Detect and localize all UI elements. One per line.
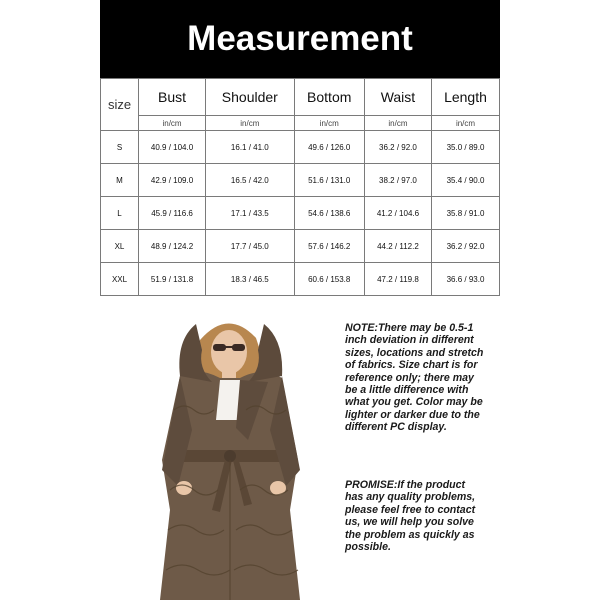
title-banner xyxy=(100,0,500,78)
table-cell: 35.8 / 91.0 xyxy=(432,197,500,230)
table-cell: 49.6 / 126.0 xyxy=(294,131,364,164)
table-cell: 48.9 / 124.2 xyxy=(139,230,206,263)
table-cell: 51.6 / 131.0 xyxy=(294,164,364,197)
table-cell: 35.4 / 90.0 xyxy=(432,164,500,197)
column-header-waist: Waist xyxy=(364,79,431,116)
size-cell: S xyxy=(101,131,139,164)
column-header-length: Length xyxy=(432,79,500,116)
table-cell: 57.6 / 146.2 xyxy=(294,230,364,263)
size-cell: XXL xyxy=(101,263,139,296)
column-header-bust: Bust xyxy=(139,79,206,116)
unit-cell: in/cm xyxy=(294,116,364,131)
table-cell: 36.2 / 92.0 xyxy=(432,230,500,263)
table-row xyxy=(101,197,500,230)
size-chart-table xyxy=(100,78,500,296)
table-row xyxy=(101,263,500,296)
column-header-bottom: Bottom xyxy=(294,79,364,116)
table-cell: 18.3 / 46.5 xyxy=(206,263,294,296)
unit-cell: in/cm xyxy=(364,116,431,131)
size-column-header: size xyxy=(101,79,139,131)
page-title: Measurement xyxy=(187,19,413,58)
promise-note: PROMISE:If the product has any quality problems, please feel free to contact us, we will help you solve the problem as quickly as possible. xyxy=(345,479,476,554)
table-cell: 17.1 / 43.5 xyxy=(206,197,294,230)
table-row xyxy=(101,131,500,164)
table-cell: 16.1 / 41.0 xyxy=(206,131,294,164)
table-cell: 36.2 / 92.0 xyxy=(364,131,431,164)
size-cell: L xyxy=(101,197,139,230)
model-wearing-quilted-coat-photo xyxy=(140,310,315,600)
table-cell: 40.9 / 104.0 xyxy=(139,131,206,164)
table-row xyxy=(101,230,500,263)
coat-illustration-icon xyxy=(140,310,315,600)
table-cell: 42.9 / 109.0 xyxy=(139,164,206,197)
table-cell: 60.6 / 153.8 xyxy=(294,263,364,296)
table-cell: 44.2 / 112.2 xyxy=(364,230,431,263)
table-cell: 47.2 / 119.8 xyxy=(364,263,431,296)
table-cell: 41.2 / 104.6 xyxy=(364,197,431,230)
table-header-row xyxy=(101,79,500,116)
table-cell: 16.5 / 42.0 xyxy=(206,164,294,197)
table-cell: 17.7 / 45.0 xyxy=(206,230,294,263)
column-header-shoulder: Shoulder xyxy=(206,79,294,116)
table-cell: 36.6 / 93.0 xyxy=(432,263,500,296)
table-cell: 51.9 / 131.8 xyxy=(139,263,206,296)
table-cell: 35.0 / 89.0 xyxy=(432,131,500,164)
table-cell: 38.2 / 97.0 xyxy=(364,164,431,197)
size-cell: M xyxy=(101,164,139,197)
unit-cell: in/cm xyxy=(139,116,206,131)
table-row xyxy=(101,164,500,197)
unit-cell: in/cm xyxy=(206,116,294,131)
unit-cell: in/cm xyxy=(432,116,500,131)
table-cell: 45.9 / 116.6 xyxy=(139,197,206,230)
table-cell: 54.6 / 138.6 xyxy=(294,197,364,230)
sizing-note: NOTE:There may be 0.5-1 inch deviation in different sizes, locations and stretch of fabrics. Size chart is for reference only; there may be a little difference with what you get. Color may be lighter or darker due to the different PC display. xyxy=(345,322,484,434)
size-cell: XL xyxy=(101,230,139,263)
unit-row xyxy=(101,116,500,131)
